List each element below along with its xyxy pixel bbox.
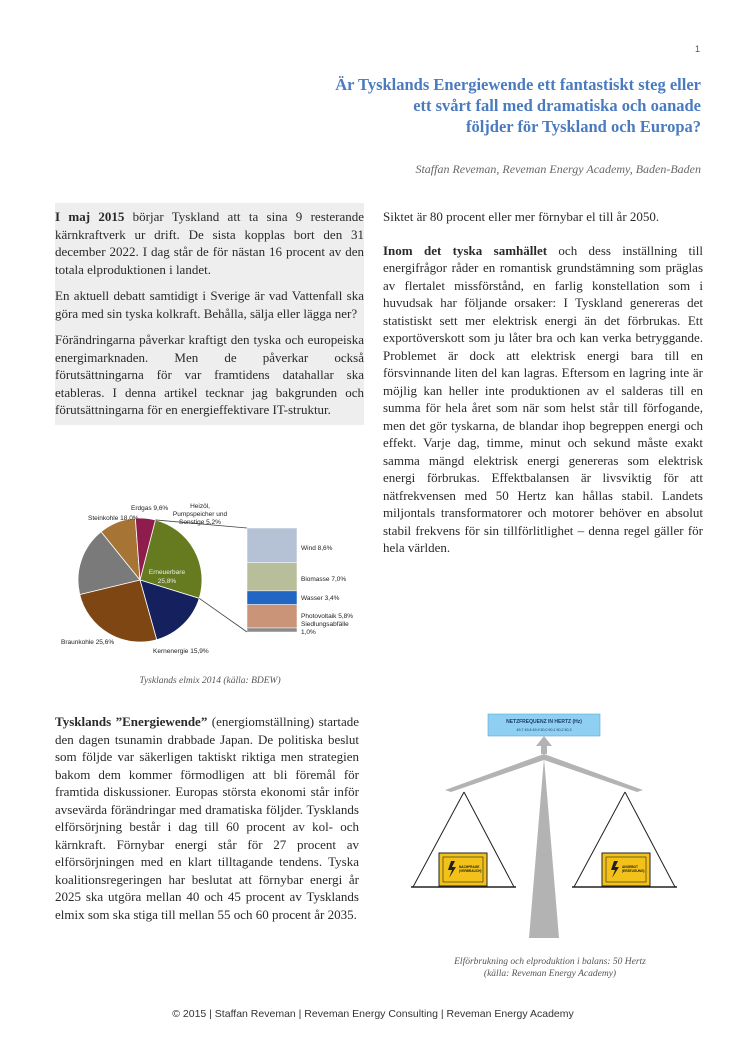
frequency-display-title: NETZFREQUENZ IN HERTZ (Hz) <box>506 719 582 725</box>
body-paragraph <box>383 242 703 557</box>
balance-scale-illustration <box>405 712 695 952</box>
chart-caption: Tysklands elmix 2014 (källa: BDEW) <box>139 676 281 686</box>
breakdown-bar-wasser <box>247 591 297 605</box>
slice-label-erneuerbare: Erneuerbare <box>148 569 186 576</box>
paragraph-text: (energiomställning) startade den dagen tsunamin drabbade Japan. De politiska beslut som följde var säkerligen taktiskt riktiga men strategien bakom dem kommer förmodligen att bli föremål för framtida diskussioner. Europas största ekonomi står inför avsevärda förändringar med dramatiska följder. Tysklands elförsörjning består i dag till 60 procent av kol- och kärnkraft. Förnybar energi står för 27 procent av elförsörjningen med en klart tilltagande tendens. Tyska koalitionsregeringen har beslutat att förnybar energi år 2025 ska utgöra mellan 40 och 45 procent av Tysklands elmix som ska stiga till mellan 55 och 60 procent år 2035. <box>55 714 360 922</box>
scale-caption <box>405 956 695 980</box>
breakdown-label-wind: Wind 8,6% <box>301 545 333 552</box>
caption-line: Elförbrukning och elproduktion i balans: 50 Hertz <box>454 957 646 967</box>
body-paragraph: Siktet är 80 procent eller mer förnybar el till år 2050. <box>383 209 660 224</box>
breakdown-label-siedlung: Siedlungsabfälle <box>301 621 349 628</box>
right-column <box>383 208 703 566</box>
slice-label-steinkohle: Steinkohle 18,0% <box>88 515 139 522</box>
intro-paragraph <box>55 208 364 278</box>
left-column-lower <box>55 713 359 932</box>
breakdown-bar-siedlungsabfälle <box>247 628 297 632</box>
demand-sign-label: NACHFRAGE <box>459 865 480 869</box>
lead-phrase: I maj 2015 <box>55 209 125 224</box>
title-line: följder för Tyskland och Europa? <box>465 117 701 136</box>
breakdown-label-biomasse: Biomasse 7,0% <box>301 576 347 583</box>
title-line: Är Tysklands Energiewende ett fantastiskt steg eller <box>335 75 701 94</box>
slice-label-kernenergie: Kernenergie 15,9% <box>153 648 209 655</box>
elmix-pie-chart <box>55 492 365 662</box>
supply-sign-label: ANGEBOT <box>622 865 638 869</box>
frequency-display-scale: 49,7 49,8 49,9 50,0 50,1 50,2 50,3 <box>516 728 572 732</box>
connector-line <box>199 598 247 632</box>
breakdown-label-photovoltaik: Photovoltaik 5,8% <box>301 613 354 620</box>
paragraph-text: börjar Tyskland att ta sina 9 resterande kärnkraftverk ur drift. De sista kopplas bort den 31 december 2022. I dag står de för nästan 16 procent av den totala elproduktionen i landet. <box>55 209 364 277</box>
demand-sign-label: (VERBRAUCH) <box>459 869 482 873</box>
slice-label-sonstige: Sonstige 5,2% <box>179 519 221 526</box>
slice-label-sonstige: Heizöl, <box>190 503 210 510</box>
intro-paragraph: Förändringarna påverkar kraftigt den tyska och europeiska energimarknaden. Men de påverkar också förutsättningarna för var framtidens datahallar ska etableras. I denna artikel tecknar jag bakgrunden och förutsättningarna för en energieffektivare IT-struktur. <box>55 332 364 417</box>
page-footer: © 2015 | Staffan Reveman | Reveman Energy Consulting | Reveman Energy Academy <box>172 1008 574 1020</box>
intro-paragraph: En aktuell debatt samtidigt i Sverige är vad Vattenfall ska göra med sin tyska kolkraft. Behålla, sälja eller lägga ner? <box>55 288 364 321</box>
slice-label-sonstige: Pumpspeicher und <box>172 511 228 518</box>
author-line: Staffan Reveman, Reveman Energy Academy, Baden-Baden <box>415 162 701 176</box>
pointer-arrow <box>536 736 552 754</box>
caption-line: (källa: Reveman Energy Academy) <box>483 969 617 979</box>
scale-pillar <box>529 758 559 938</box>
title-line: ett svårt fall med dramatiska och oanade <box>413 96 701 115</box>
page-number: 1 <box>695 44 701 54</box>
breakdown-bar-photovoltaik <box>247 605 297 628</box>
pie-slices <box>78 518 202 642</box>
supply-sign-label: (ERZEUGUNG) <box>622 869 645 873</box>
breakdown-label-siedlung: 1,0% <box>301 629 316 636</box>
breakdown-bar-biomasse <box>247 563 297 591</box>
breakdown-bars <box>247 528 297 632</box>
slice-label-erneuerbare-value: 25,8% <box>157 578 177 585</box>
article-title <box>231 74 701 137</box>
breakdown-label-wasser: Wasser 3,4% <box>301 595 340 602</box>
slice-label-erdgas: Erdgas 9,6% <box>131 505 169 512</box>
intro-box <box>55 203 364 425</box>
frequency-display <box>488 714 600 736</box>
breakdown-bar-wind <box>247 528 297 563</box>
lead-phrase: Inom det tyska samhället <box>383 242 548 258</box>
body-paragraph <box>55 713 359 923</box>
slice-label-braunkohle: Braunkohle 25,6% <box>61 639 115 646</box>
paragraph-text: och dess inställning till energifrågor råder en romantisk grundstämning som präglas av flertalet missförstånd, en farlig konstellation som i huvudsak har följande orsaker: I Tyskland genereras det statistiskt sett mer elektrisk energi än det förbrukas. Ett exportöverskott som ju låter bra och kan verka betryggande. Problemet är dock att elektrisk energi bara till en försvinnande liten del kan lagras. Eftersom en lagring inte är möjlig kan heller inte produktionen av el salderas till en summa för hela året som när som helst står till förfogande, men det gör tyskarna, de blandar ihop begreppen energi och effekt. Varje dag, timme, minut och sekund måste exakt samma mängd elektrisk energi genereras som elektrisk energi förbrukas. Effektbalansen är livsviktig för att nätfrekvensen med 50 Hertz kan hållas stabil. Landets miljontals transformatorer och motorer behöver en absolut stabil frekvens för sin tillförlitlighet – denna regel gäller för hela världen. <box>383 242 703 555</box>
lead-phrase: Tysklands ”Energiewende” <box>55 714 208 729</box>
